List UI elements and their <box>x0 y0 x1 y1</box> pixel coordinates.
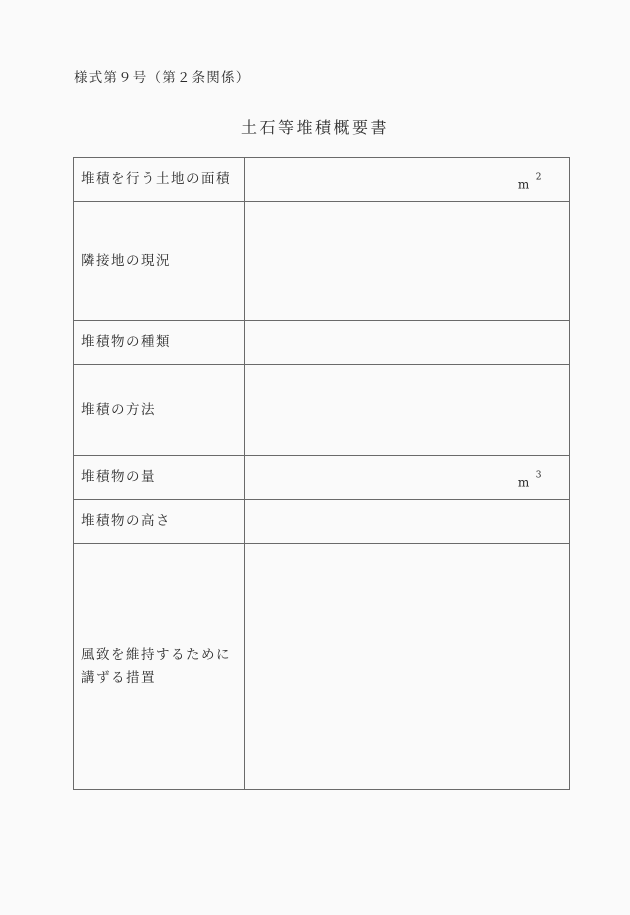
table-row <box>74 456 570 500</box>
summary-table <box>73 157 570 790</box>
label-line: 講ずる措置 <box>81 669 156 686</box>
table-row <box>74 321 570 365</box>
row-label-material-type: 堆積物の種類 <box>74 321 245 365</box>
table-row <box>74 158 570 202</box>
table-row <box>74 202 570 321</box>
input-stacking-method[interactable] <box>245 365 570 456</box>
table-row <box>74 544 570 790</box>
row-label-height: 堆積物の高さ <box>74 500 245 544</box>
input-scenic-measures[interactable] <box>245 544 570 790</box>
document-title: 土石等堆積概要書 <box>240 118 389 137</box>
table-row <box>74 500 570 544</box>
row-label-land-area: 堆積を行う土地の面積 <box>74 158 245 202</box>
input-height[interactable] <box>245 500 570 544</box>
row-label-scenic-measures <box>74 544 245 790</box>
input-material-type[interactable] <box>245 321 570 365</box>
row-label-stacking-method: 堆積の方法 <box>74 365 245 456</box>
form-number: 様式第９号（第２条関係） <box>74 70 251 86</box>
label-line: 風致を維持するために <box>81 646 231 663</box>
unit-cubic-meter: m $^3$ <box>517 469 543 489</box>
row-label-quantity: 堆積物の量 <box>74 456 245 500</box>
input-land-area[interactable] <box>245 158 570 202</box>
input-adjacent-land[interactable] <box>245 202 570 321</box>
input-quantity[interactable] <box>245 456 570 500</box>
table-row <box>74 365 570 456</box>
row-label-adjacent-land: 隣接地の現況 <box>74 202 245 321</box>
unit-square-meter: m $^2$ <box>517 171 543 191</box>
